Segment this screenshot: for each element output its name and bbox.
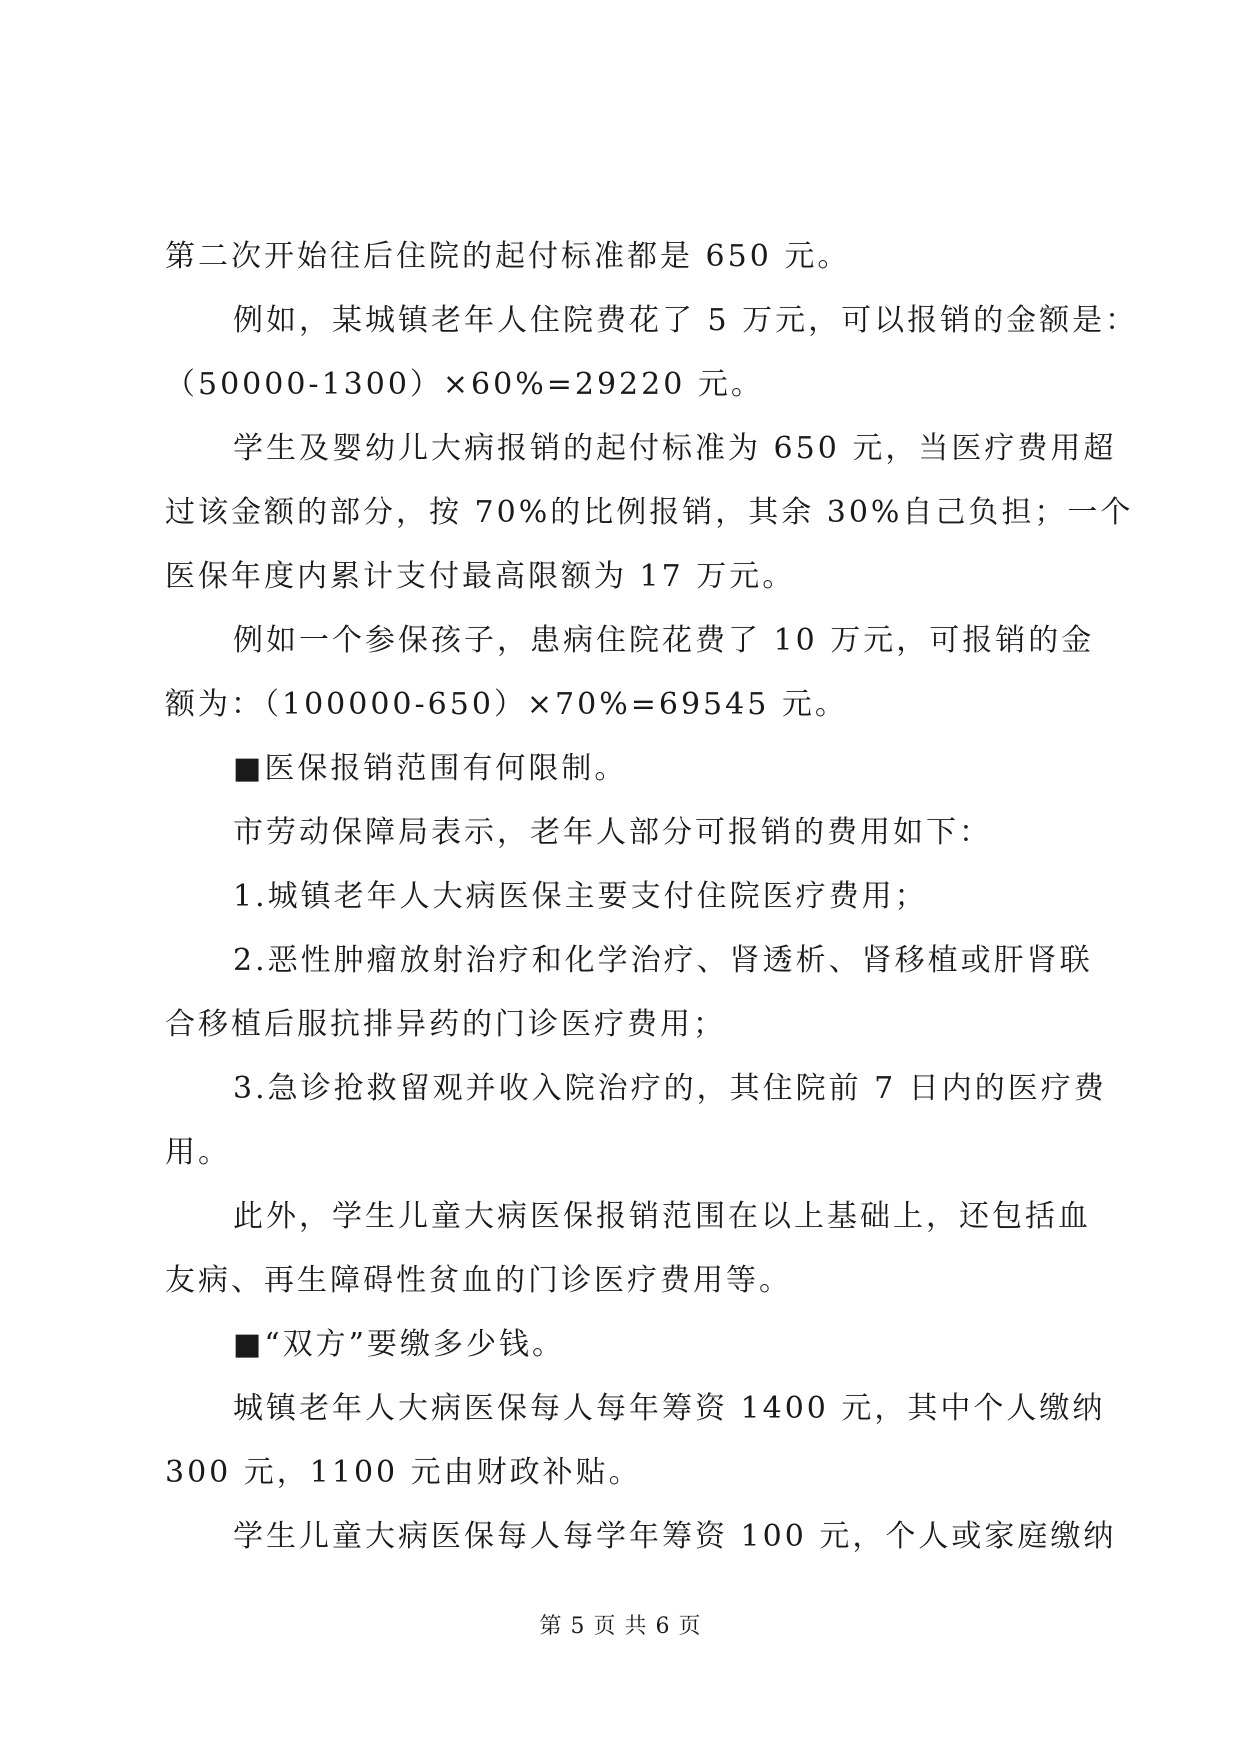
text-line: 医保年度内累计支付最高限额为 17 万元。 [165, 559, 796, 594]
text-line: 过该金额的部分，按 70%的比例报销，其余 30%自己负担；一个 [165, 495, 1134, 530]
text-line: 友病、再生障碍性贫血的门诊医疗费用等。 [165, 1263, 792, 1298]
text-line: ■“双方”要缴多少钱。 [233, 1327, 566, 1362]
text-line: （50000-1300）×60%=29220 元。 [165, 367, 764, 402]
text-line: 例如一个参保孩子，患病住院花费了 10 万元，可报销的金 [233, 623, 1095, 658]
text-line: 用。 [165, 1135, 231, 1170]
text-line: 额为：（100000-650）×70%=69545 元。 [165, 687, 848, 722]
text-line: 1.城镇老年人大病医保主要支付住院医疗费用； [233, 879, 928, 914]
text-line: 学生及婴幼儿大病报销的起付标准为 650 元，当医疗费用超 [233, 431, 1117, 466]
page-footer: 第 5 页 共 6 页 [539, 1614, 702, 1639]
text-line: 合移植后服抗排异药的门诊医疗费用； [165, 1007, 726, 1042]
text-line: 300 元，1100 元由财政补贴。 [165, 1455, 642, 1490]
text-line: 2.恶性肿瘤放射治疗和化学治疗、肾透析、肾移植或肝肾联 [233, 943, 1093, 978]
text-line: 市劳动保障局表示，老年人部分可报销的费用如下： [233, 815, 992, 850]
text-line: 3.急诊抢救留观并收入院治疗的，其住院前 7 日内的医疗费 [233, 1071, 1107, 1106]
text-line: 例如，某城镇老年人住院费花了 5 万元，可以报销的金额是： [233, 303, 1139, 338]
text-line: 城镇老年人大病医保每人每年筹资 1400 元，其中个人缴纳 [233, 1391, 1106, 1426]
text-line: 第二次开始往后住院的起付标准都是 650 元。 [165, 239, 851, 274]
document-body [165, 225, 1139, 1569]
text-line: 学生儿童大病医保每人每学年筹资 100 元，个人或家庭缴纳 [233, 1519, 1117, 1554]
text-line: ■医保报销范围有何限制。 [233, 751, 628, 786]
text-line: 此外，学生儿童大病医保报销范围在以上基础上，还包括血 [233, 1199, 1091, 1234]
